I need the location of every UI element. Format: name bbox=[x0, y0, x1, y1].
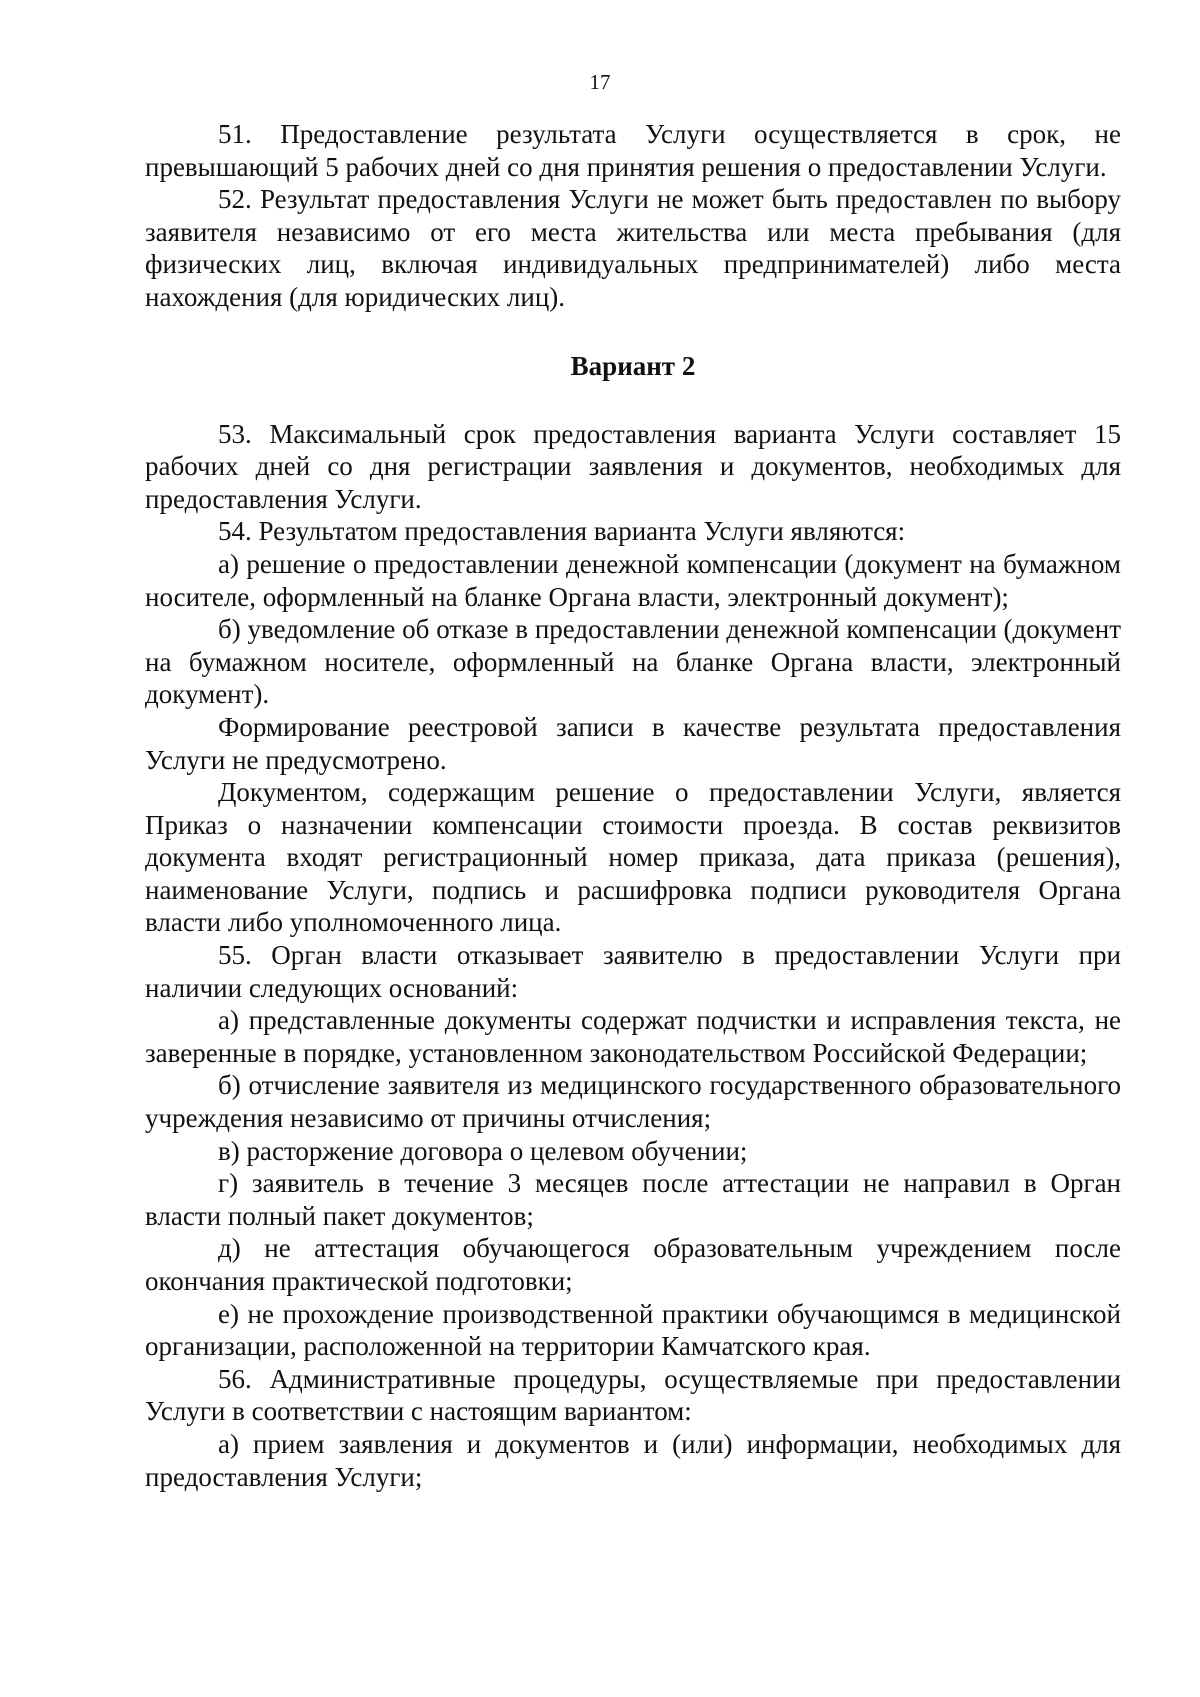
section-heading: Вариант 2 bbox=[570, 350, 696, 381]
paragraph-55-a: а) представленные документы содержат подчистки и исправления текста, не заверенные в порядке, установленном законодательством Российской Федерации; bbox=[145, 1005, 1121, 1068]
paragraph-55-g: г) заявитель в течение 3 месяцев после аттестации не направил в Орган власти полный пакет документов; bbox=[145, 1168, 1121, 1231]
paragraph-51: 51. Предоставление результата Услуги осуществляется в срок, не превышающий 5 рабочих дней со дня принятия решения о предоставлении Услуги. bbox=[145, 119, 1121, 182]
paragraph-decision-document: Документом, содержащим решение о предоставлении Услуги, является Приказ о назначении компенсации стоимости проезда. В состав реквизитов документа входят регистрационный номер приказа, дата приказа (решения), наименование Услуги, подпись и расшифровка подписи руководителя Органа власти либо уполномоченного лица. bbox=[145, 777, 1121, 938]
document-body bbox=[145, 118, 1121, 1493]
paragraph-55-v: в) расторжение договора о целевом обучении; bbox=[218, 1135, 748, 1166]
page-number: 17 bbox=[589, 70, 611, 94]
paragraph-55-d: д) не аттестация обучающегося образовательным учреждением после окончания практической подготовки; bbox=[145, 1233, 1121, 1296]
paragraph-53: 53. Максимальный срок предоставления варианта Услуги составляет 15 рабочих дней со дня регистрации заявления и документов, необходимых для предоставления Услуги. bbox=[145, 418, 1121, 514]
paragraph-54-a: а) решение о предоставлении денежной компенсации (документ на бумажном носителе, оформленный на бланке Органа власти, электронный документ); bbox=[145, 548, 1121, 612]
paragraph-54-b: б) уведомление об отказе в предоставлении денежной компенсации (документ на бумажном носителе, оформленный на бланке Органа власти, электронный документ). bbox=[145, 614, 1121, 710]
paragraph-registry-note: Формирование реестровой записи в качестве результата предоставления Услуги не предусмотрено. bbox=[145, 711, 1121, 775]
paragraph-55-e: е) не прохождение производственной практики обучающимся в медицинской организации, расположенной на территории Камчатского края. bbox=[145, 1298, 1121, 1362]
paragraph-56-a: а) прием заявления и документов и (или) информации, необходимых для предоставления Услуги; bbox=[145, 1428, 1121, 1492]
paragraph-54: 54. Результатом предоставления варианта Услуги являются: bbox=[218, 516, 906, 547]
paragraph-55-b: б) отчисление заявителя из медицинского государственного образовательного учреждения независимо от причины отчисления; bbox=[145, 1070, 1121, 1134]
paragraph-55: 55. Орган власти отказывает заявителю в предоставлении Услуги при наличии следующих оснований: bbox=[145, 940, 1121, 1003]
paragraph-52: 52. Результат предоставления Услуги не может быть предоставлен по выбору заявителя независимо от его места жительства или места пребывания (для физических лиц, включая индивидуальных предпринимателей) либо места нахождения (для юридических лиц). bbox=[145, 184, 1121, 312]
paragraph-56: 56. Административные процедуры, осуществляемые при предоставлении Услуги в соответствии с настоящим вариантом: bbox=[145, 1363, 1121, 1427]
